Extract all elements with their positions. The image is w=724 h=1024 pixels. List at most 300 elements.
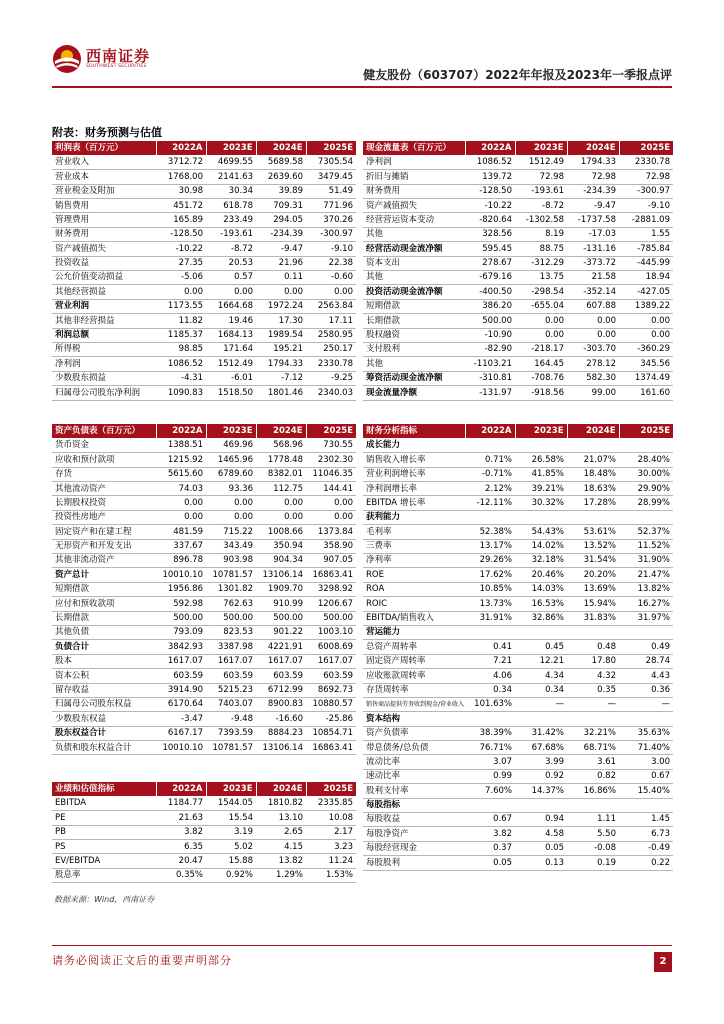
value-cell: 2340.03: [306, 386, 356, 400]
value-cell: 53.61%: [567, 525, 619, 539]
value-cell: 582.30: [567, 371, 619, 385]
table-row: [52, 170, 356, 184]
value-cell: 0.13: [515, 856, 567, 870]
row-label: 营运能力: [363, 625, 465, 639]
row-label: 所得税: [52, 342, 156, 356]
value-cell: 11046.35: [306, 467, 356, 481]
table-row: [363, 314, 673, 328]
value-cell: 0.00: [619, 328, 673, 342]
value-cell: 0.05: [515, 841, 567, 855]
value-cell: 603.59: [306, 669, 356, 683]
table-row: [363, 654, 673, 668]
value-cell: -25.86: [306, 712, 356, 726]
value-cell: 8382.01: [256, 467, 306, 481]
value-cell: 17.30: [256, 314, 306, 328]
table-row: [52, 539, 356, 553]
value-cell: -128.50: [465, 184, 515, 198]
value-cell: 823.53: [206, 625, 256, 639]
table-row: [52, 242, 356, 256]
table-header-row: [363, 424, 673, 438]
value-cell: -12.11%: [465, 496, 515, 510]
value-cell: 1090.83: [156, 386, 206, 400]
value-cell: 0.49: [619, 640, 673, 654]
value-cell: 0.00: [256, 496, 306, 510]
table-row: [52, 371, 356, 385]
value-cell: 709.31: [256, 199, 306, 213]
table-row: [52, 285, 356, 299]
value-cell: 21.58: [567, 271, 619, 285]
value-cell: 1.45: [619, 813, 673, 827]
value-cell: 500.00: [156, 611, 206, 625]
value-cell: 11.24: [306, 854, 356, 868]
row-label: 毛利率: [363, 525, 465, 539]
value-cell: 6789.60: [206, 467, 256, 481]
column-header: 2023E: [206, 782, 256, 796]
table-row: [363, 784, 673, 798]
value-cell: 0.99: [465, 769, 515, 783]
value-cell: 16.53%: [515, 597, 567, 611]
value-cell: 0.67: [465, 813, 515, 827]
value-cell: 15.94%: [567, 597, 619, 611]
row-label: PB: [52, 825, 156, 839]
value-cell: 3.82: [156, 825, 206, 839]
row-label: 财务费用: [52, 227, 156, 241]
row-label: 总资产周转率: [363, 640, 465, 654]
value-cell: 904.34: [256, 554, 306, 568]
value-cell: 793.09: [156, 625, 206, 639]
value-cell: 52.37%: [619, 525, 673, 539]
value-cell: [619, 625, 673, 639]
table-row: [363, 712, 673, 726]
value-cell: 3298.92: [306, 582, 356, 596]
table-title-cell: 现金流量表（百万元）: [363, 141, 465, 155]
value-cell: 31.90%: [619, 554, 673, 568]
value-cell: 1003.10: [306, 625, 356, 639]
value-cell: [567, 798, 619, 812]
value-cell: 294.05: [256, 213, 306, 227]
table-header-row: [52, 782, 356, 796]
value-cell: 345.56: [619, 357, 673, 371]
value-cell: 72.98: [515, 170, 567, 184]
value-cell: 74.03: [156, 482, 206, 496]
value-cell: 343.49: [206, 539, 256, 553]
value-cell: 14.37%: [515, 784, 567, 798]
row-label: 短期借款: [363, 299, 465, 313]
column-header: 2024E: [567, 141, 619, 155]
value-cell: 5.02: [206, 840, 256, 854]
value-cell: 730.55: [306, 438, 356, 452]
value-cell: 0.00: [156, 510, 206, 524]
column-header: 2024E: [567, 424, 619, 438]
table-row: [52, 525, 356, 539]
value-cell: 4221.91: [256, 640, 306, 654]
table-row: [363, 726, 673, 740]
value-cell: 4.43: [619, 669, 673, 683]
value-cell: 10010.10: [156, 741, 206, 755]
row-label: 少数股东权益: [52, 712, 156, 726]
table-row: [363, 242, 673, 256]
value-cell: 76.71%: [465, 741, 515, 755]
table-row: [52, 597, 356, 611]
value-cell: 0.00: [256, 510, 306, 524]
table-row: [52, 796, 356, 810]
table-row: [52, 726, 356, 740]
value-cell: 88.75: [515, 242, 567, 256]
value-cell: 3479.45: [306, 170, 356, 184]
value-cell: 771.96: [306, 199, 356, 213]
table-row: [363, 798, 673, 812]
value-cell: 500.00: [306, 611, 356, 625]
value-cell: 51.49: [306, 184, 356, 198]
table-row: [363, 625, 673, 639]
row-label: 固定资产和在建工程: [52, 525, 156, 539]
value-cell: 4.06: [465, 669, 515, 683]
value-cell: -9.48: [206, 712, 256, 726]
value-cell: 4.15: [256, 840, 306, 854]
table-row: [363, 554, 673, 568]
value-cell: 7.60%: [465, 784, 515, 798]
value-cell: 21.07%: [567, 453, 619, 467]
value-cell: 1989.54: [256, 328, 306, 342]
value-cell: 13.10: [256, 811, 306, 825]
value-cell: 0.00: [206, 496, 256, 510]
value-cell: 5.50: [567, 827, 619, 841]
value-cell: 0.57: [206, 271, 256, 285]
value-cell: 3387.98: [206, 640, 256, 654]
value-cell: -427.05: [619, 285, 673, 299]
row-label: 股息率: [52, 868, 156, 882]
value-cell: 1518.50: [206, 386, 256, 400]
value-cell: 21.63: [156, 811, 206, 825]
value-cell: -128.50: [156, 227, 206, 241]
value-cell: 901.22: [256, 625, 306, 639]
value-cell: 0.35%: [156, 868, 206, 882]
table-row: [52, 467, 356, 481]
value-cell: 30.98: [156, 184, 206, 198]
value-cell: 910.99: [256, 597, 306, 611]
table-row: [363, 438, 673, 452]
value-cell: -679.16: [465, 271, 515, 285]
value-cell: 0.00: [156, 285, 206, 299]
table-row: [363, 285, 673, 299]
value-cell: [465, 712, 515, 726]
value-cell: [465, 798, 515, 812]
value-cell: 3842.93: [156, 640, 206, 654]
table-row: [52, 840, 356, 854]
row-label: 每股净资产: [363, 827, 465, 841]
row-label: 归属母公司股东权益: [52, 697, 156, 711]
value-cell: 41.85%: [515, 467, 567, 481]
value-cell: 32.86%: [515, 611, 567, 625]
table-row: [363, 357, 673, 371]
value-cell: 13.82%: [619, 582, 673, 596]
table-row: [363, 741, 673, 755]
table-row: [52, 496, 356, 510]
row-label: EBITDA: [52, 796, 156, 810]
value-cell: 0.94: [515, 813, 567, 827]
value-cell: 3.99: [515, 755, 567, 769]
table-row: [52, 299, 356, 313]
value-cell: 328.56: [465, 227, 515, 241]
row-label: 营业利润增长率: [363, 467, 465, 481]
value-cell: 0.34: [465, 683, 515, 697]
value-cell: -193.61: [515, 184, 567, 198]
value-cell: -10.22: [156, 242, 206, 256]
table-row: [52, 568, 356, 582]
value-cell: 11.52%: [619, 539, 673, 553]
value-cell: -7.12: [256, 371, 306, 385]
row-label: 财务费用: [363, 184, 465, 198]
company-logo: [52, 44, 162, 74]
value-cell: 10.85%: [465, 582, 515, 596]
value-cell: 39.21%: [515, 482, 567, 496]
cashflow-statement-table: [363, 141, 673, 401]
value-cell: -655.04: [515, 299, 567, 313]
value-cell: 1512.49: [515, 155, 567, 169]
row-label: 销售收入增长率: [363, 453, 465, 467]
table-row: [363, 199, 673, 213]
row-label: 利润总额: [52, 328, 156, 342]
column-header: 2025E: [306, 424, 356, 438]
value-cell: 18.48%: [567, 467, 619, 481]
value-cell: -300.97: [619, 184, 673, 198]
value-cell: 0.00: [206, 510, 256, 524]
value-cell: 0.41: [465, 640, 515, 654]
row-label: 每股股利: [363, 856, 465, 870]
value-cell: [515, 510, 567, 524]
value-cell: 3.00: [619, 755, 673, 769]
value-cell: 0.71%: [465, 453, 515, 467]
page-number: 2: [654, 952, 672, 972]
value-cell: [619, 438, 673, 452]
value-cell: 1.55: [619, 227, 673, 241]
value-cell: [619, 798, 673, 812]
value-cell: -785.84: [619, 242, 673, 256]
table-title-cell: 资产负债表（百万元）: [52, 424, 156, 438]
table-row: [363, 669, 673, 683]
row-label: 公允价值变动损益: [52, 271, 156, 285]
row-label: 固定资产周转率: [363, 654, 465, 668]
table-row: [363, 170, 673, 184]
value-cell: 6.35: [156, 840, 206, 854]
disclaimer-text: 请务必阅读正文后的重要声明部分: [52, 954, 232, 967]
row-label: ROA: [363, 582, 465, 596]
value-cell: 31.54%: [567, 554, 619, 568]
value-cell: -82.90: [465, 342, 515, 356]
value-cell: 0.00: [256, 285, 306, 299]
value-cell: 1173.55: [156, 299, 206, 313]
value-cell: 1184.77: [156, 796, 206, 810]
column-header: 2023E: [206, 424, 256, 438]
table-row: [363, 371, 673, 385]
value-cell: 233.49: [206, 213, 256, 227]
value-cell: 3914.90: [156, 683, 206, 697]
value-cell: —: [567, 697, 619, 711]
value-cell: 20.20%: [567, 568, 619, 582]
value-cell: 0.22: [619, 856, 673, 870]
value-cell: 2639.60: [256, 170, 306, 184]
value-cell: 161.60: [619, 386, 673, 400]
value-cell: 195.21: [256, 342, 306, 356]
table-row: [363, 227, 673, 241]
row-label: 管理费用: [52, 213, 156, 227]
value-cell: 30.00%: [619, 467, 673, 481]
value-cell: 0.00: [567, 328, 619, 342]
value-cell: [515, 625, 567, 639]
row-label: 资产总计: [52, 568, 156, 582]
table-row: [52, 554, 356, 568]
value-cell: 2563.84: [306, 299, 356, 313]
value-cell: 10.08: [306, 811, 356, 825]
value-cell: -10.90: [465, 328, 515, 342]
table-row: [52, 328, 356, 342]
value-cell: 1972.24: [256, 299, 306, 313]
value-cell: 0.45: [515, 640, 567, 654]
value-cell: 98.85: [156, 342, 206, 356]
table-row: [363, 482, 673, 496]
value-cell: 16.27%: [619, 597, 673, 611]
value-cell: -3.47: [156, 712, 206, 726]
value-cell: 54.43%: [515, 525, 567, 539]
table-row: [52, 155, 356, 169]
row-label: 归属母公司股东净利润: [52, 386, 156, 400]
value-cell: 14.02%: [515, 539, 567, 553]
table-row: [363, 582, 673, 596]
value-cell: 26.58%: [515, 453, 567, 467]
value-cell: -4.31: [156, 371, 206, 385]
value-cell: 28.40%: [619, 453, 673, 467]
value-cell: 0.00: [156, 496, 206, 510]
value-cell: -17.03: [567, 227, 619, 241]
value-cell: 0.34: [515, 683, 567, 697]
table-row: [363, 467, 673, 481]
value-cell: 1086.52: [465, 155, 515, 169]
row-label: 每股收益: [363, 813, 465, 827]
value-cell: 20.53: [206, 256, 256, 270]
value-cell: 72.98: [619, 170, 673, 184]
value-cell: 5615.60: [156, 467, 206, 481]
value-cell: 603.59: [156, 669, 206, 683]
table-row: [363, 256, 673, 270]
row-label: 销售费用: [52, 199, 156, 213]
value-cell: -373.72: [567, 256, 619, 270]
value-cell: 17.80: [567, 654, 619, 668]
value-cell: 8692.73: [306, 683, 356, 697]
value-cell: —: [515, 697, 567, 711]
value-cell: 0.82: [567, 769, 619, 783]
table-row: [363, 841, 673, 855]
row-label: 长期借款: [363, 314, 465, 328]
value-cell: 8.19: [515, 227, 567, 241]
value-cell: 907.05: [306, 554, 356, 568]
row-label: 营业收入: [52, 155, 156, 169]
value-cell: 0.35: [567, 683, 619, 697]
value-cell: 1.29%: [256, 868, 306, 882]
table-row: [52, 712, 356, 726]
value-cell: 6167.17: [156, 726, 206, 740]
value-cell: 1.11: [567, 813, 619, 827]
table-row: [52, 213, 356, 227]
section-title: 附表：财务预测与估值: [52, 126, 162, 139]
value-cell: [567, 625, 619, 639]
value-cell: 10010.10: [156, 568, 206, 582]
value-cell: 13.52%: [567, 539, 619, 553]
report-title: 健友股份（603707）2022年年报及2023年一季报点评: [363, 68, 672, 82]
row-label: 长期股权投资: [52, 496, 156, 510]
table-row: [363, 184, 673, 198]
table-row: [52, 314, 356, 328]
value-cell: 18.63%: [567, 482, 619, 496]
value-cell: 607.88: [567, 299, 619, 313]
value-cell: 2.65: [256, 825, 306, 839]
row-label: EBITDA 增长率: [363, 496, 465, 510]
value-cell: 4.32: [567, 669, 619, 683]
row-label: 其他负债: [52, 625, 156, 639]
value-cell: -218.17: [515, 342, 567, 356]
value-cell: 6.73: [619, 827, 673, 841]
value-cell: 0.00: [515, 314, 567, 328]
value-cell: 1206.67: [306, 597, 356, 611]
value-cell: 3.82: [465, 827, 515, 841]
value-cell: 99.00: [567, 386, 619, 400]
value-cell: 1544.05: [206, 796, 256, 810]
value-cell: -708.76: [515, 371, 567, 385]
income-statement-table: [52, 141, 356, 401]
row-label: 营业税金及附加: [52, 184, 156, 198]
value-cell: 13106.14: [256, 741, 306, 755]
value-cell: 19.46: [206, 314, 256, 328]
value-cell: 28.99%: [619, 496, 673, 510]
row-label: 少数股东损益: [52, 371, 156, 385]
value-cell: -9.10: [306, 242, 356, 256]
value-cell: 3712.72: [156, 155, 206, 169]
value-cell: -303.70: [567, 342, 619, 356]
value-cell: -9.10: [619, 199, 673, 213]
value-cell: 29.90%: [619, 482, 673, 496]
table-row: [363, 611, 673, 625]
row-label: 成长能力: [363, 438, 465, 452]
table-row: [363, 856, 673, 870]
value-cell: -360.29: [619, 342, 673, 356]
value-cell: 29.26%: [465, 554, 515, 568]
row-label: 其他流动资产: [52, 482, 156, 496]
table-row: [363, 525, 673, 539]
header-divider: [52, 86, 672, 88]
value-cell: 603.59: [206, 669, 256, 683]
table-header-row: [52, 424, 356, 438]
value-cell: 500.00: [256, 611, 306, 625]
row-label: 资产减值损失: [363, 199, 465, 213]
value-cell: 30.34: [206, 184, 256, 198]
value-cell: [567, 510, 619, 524]
table-row: [363, 342, 673, 356]
value-cell: 10854.71: [306, 726, 356, 740]
value-cell: [465, 438, 515, 452]
value-cell: 7.21: [465, 654, 515, 668]
table-title-cell: 业绩和估值指标: [52, 782, 156, 796]
row-label: 存货周转率: [363, 683, 465, 697]
table-row: [52, 697, 356, 711]
table-row: [52, 386, 356, 400]
row-label: 其他非流动资产: [52, 554, 156, 568]
value-cell: 10880.57: [306, 697, 356, 711]
value-cell: [619, 712, 673, 726]
value-cell: 21.96: [256, 256, 306, 270]
row-label: 营业成本: [52, 170, 156, 184]
value-cell: -9.47: [256, 242, 306, 256]
value-cell: 72.98: [567, 170, 619, 184]
value-cell: 30.32%: [515, 496, 567, 510]
